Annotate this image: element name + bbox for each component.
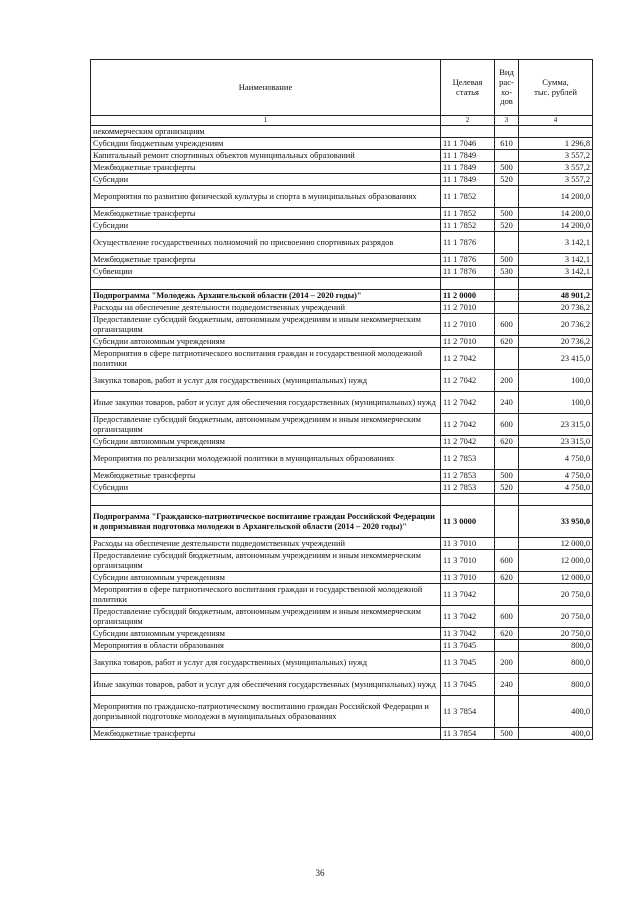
sum-cell: 1 296,8 [519, 138, 593, 150]
sum-cell: 12 000,0 [519, 572, 593, 584]
table-row [91, 126, 593, 138]
target-article-cell: 11 1 7852 [441, 186, 495, 208]
target-article-cell: 11 3 7045 [441, 674, 495, 696]
sum-cell: 4 750,0 [519, 482, 593, 494]
empty-cell [495, 494, 519, 506]
expense-type-cell: 530 [495, 266, 519, 278]
expense-name-cell: Субсидии автономным учреждениям [91, 628, 441, 640]
expense-type-cell [495, 640, 519, 652]
expense-type-cell: 600 [495, 550, 519, 572]
sum-cell: 20 736,2 [519, 336, 593, 348]
page-number: 36 [315, 868, 325, 878]
target-article-cell: 11 1 7876 [441, 254, 495, 266]
target-article-cell: 11 3 7010 [441, 538, 495, 550]
expense-name-cell: Иные закупки товаров, работ и услуг для обеспечения государственных (муниципальных) нужд [91, 392, 441, 414]
target-article-cell: 11 2 7853 [441, 470, 495, 482]
sum-cell: 3 557,2 [519, 162, 593, 174]
expense-name-cell: Расходы на обеспечение деятельности подведомственных учреждений [91, 302, 441, 314]
expense-type-cell [495, 448, 519, 470]
sum-cell: 20 750,0 [519, 606, 593, 628]
expense-name-cell: Субсидии [91, 220, 441, 232]
expense-name-cell: Субсидии [91, 174, 441, 186]
sum-cell: 20 750,0 [519, 628, 593, 640]
sum-cell: 3 557,2 [519, 150, 593, 162]
sum-cell: 800,0 [519, 652, 593, 674]
target-article-cell: 11 1 7852 [441, 208, 495, 220]
column-number-row [91, 116, 593, 126]
sum-cell: 14 200,0 [519, 208, 593, 220]
sum-cell: 20 750,0 [519, 584, 593, 606]
table-row [91, 538, 593, 550]
table-row [91, 652, 593, 674]
target-article-cell: 11 1 7849 [441, 174, 495, 186]
expense-type-cell [495, 186, 519, 208]
expense-type-cell [495, 126, 519, 138]
table-row [91, 572, 593, 584]
table-row [91, 606, 593, 628]
expense-name-cell: Субсидии автономным учреждениям [91, 436, 441, 448]
table-row [91, 628, 593, 640]
target-article-cell: 11 1 7876 [441, 266, 495, 278]
expense-type-cell: 500 [495, 162, 519, 174]
sum-cell: 400,0 [519, 728, 593, 740]
expense-type-cell: 620 [495, 436, 519, 448]
budget-table [90, 59, 593, 740]
expense-type-cell [495, 150, 519, 162]
sum-cell: 23 315,0 [519, 436, 593, 448]
expense-name-cell: Осуществление государственных полномочий по присвоению спортивных разрядов [91, 232, 441, 254]
sum-cell: 400,0 [519, 696, 593, 728]
sum-cell: 20 736,2 [519, 302, 593, 314]
expense-type-cell [495, 302, 519, 314]
table-row [91, 220, 593, 232]
expense-type-cell: 200 [495, 370, 519, 392]
sum-cell: 12 000,0 [519, 538, 593, 550]
table-row [91, 482, 593, 494]
expense-type-cell: 610 [495, 138, 519, 150]
expense-name-cell: Межбюджетные трансферты [91, 162, 441, 174]
target-article-cell: 11 3 7854 [441, 728, 495, 740]
target-article-cell: 11 3 7010 [441, 550, 495, 572]
expense-type-cell: 240 [495, 392, 519, 414]
target-article-cell: 11 2 0000 [441, 290, 495, 302]
expense-type-cell: 500 [495, 208, 519, 220]
subprogram-row [91, 290, 593, 302]
target-article-cell: 11 3 7042 [441, 606, 495, 628]
sum-cell: 4 750,0 [519, 470, 593, 482]
column-header-sum: Сумма, тыс. рублей [519, 60, 593, 116]
sum-cell: 33 950,0 [519, 506, 593, 538]
table-header-row [91, 60, 593, 116]
expense-name-cell: Предоставление субсидий бюджетным, автономным учреждениям и иным некоммерческим организациям [91, 314, 441, 336]
expense-name-cell: Субсидии автономным учреждениям [91, 572, 441, 584]
table-row [91, 392, 593, 414]
sum-cell: 800,0 [519, 674, 593, 696]
expense-type-cell [495, 290, 519, 302]
target-article-cell: 11 2 7010 [441, 336, 495, 348]
expense-name-cell: Субвенции [91, 266, 441, 278]
sum-cell: 23 315,0 [519, 414, 593, 436]
sum-cell: 23 415,0 [519, 348, 593, 370]
target-article-cell [441, 126, 495, 138]
sum-cell: 100,0 [519, 370, 593, 392]
empty-cell [441, 494, 495, 506]
target-article-cell: 11 2 7010 [441, 314, 495, 336]
expense-name-cell: Предоставление субсидий бюджетным, автономным учреждениям и иным некоммерческим организациям [91, 606, 441, 628]
column-header-expense-type: Вид рас- хо- дов [495, 60, 519, 116]
table-row [91, 470, 593, 482]
table-row [91, 208, 593, 220]
column-number: 3 [495, 116, 519, 126]
target-article-cell: 11 2 7042 [441, 348, 495, 370]
expense-type-cell: 600 [495, 606, 519, 628]
expense-name-cell: Мероприятия в области образования [91, 640, 441, 652]
target-article-cell: 11 2 7010 [441, 302, 495, 314]
column-number: 4 [519, 116, 593, 126]
empty-cell [495, 278, 519, 290]
expense-type-cell: 520 [495, 220, 519, 232]
expense-type-cell: 520 [495, 174, 519, 186]
table-row [91, 370, 593, 392]
expense-type-cell [495, 696, 519, 728]
target-article-cell: 11 2 7042 [441, 370, 495, 392]
target-article-cell: 11 1 7046 [441, 138, 495, 150]
expense-type-cell [495, 232, 519, 254]
table-row [91, 232, 593, 254]
expense-name-cell: Межбюджетные трансферты [91, 254, 441, 266]
sum-cell [519, 126, 593, 138]
column-number: 2 [441, 116, 495, 126]
expense-name-cell: Иные закупки товаров, работ и услуг для обеспечения государственных (муниципальных) нужд [91, 674, 441, 696]
table-row [91, 348, 593, 370]
table-row [91, 314, 593, 336]
expense-name-cell: Субсидии [91, 482, 441, 494]
sum-cell: 14 200,0 [519, 186, 593, 208]
table-row [91, 174, 593, 186]
blank-row [91, 278, 593, 290]
target-article-cell: 11 3 7045 [441, 640, 495, 652]
target-article-cell: 11 3 7045 [441, 652, 495, 674]
table-row [91, 696, 593, 728]
sum-cell: 100,0 [519, 392, 593, 414]
sum-cell: 20 736,2 [519, 314, 593, 336]
table-row [91, 550, 593, 572]
target-article-cell: 11 2 7042 [441, 436, 495, 448]
expense-type-cell: 500 [495, 254, 519, 266]
sum-cell: 48 901,2 [519, 290, 593, 302]
sum-cell: 14 200,0 [519, 220, 593, 232]
target-article-cell: 11 3 7042 [441, 584, 495, 606]
table-row [91, 138, 593, 150]
expense-name-cell: Предоставление субсидий бюджетным, автономным учреждениям и иным некоммерческим организациям [91, 414, 441, 436]
expense-name-cell: Подпрограмма "Гражданско-патриотическое воспитание граждан Российской Федерации и допризывная подготовка молодежи в Архангельской области (2014 – 2020 годы)" [91, 506, 441, 538]
table-row [91, 414, 593, 436]
empty-cell [91, 278, 441, 290]
target-article-cell: 11 2 7042 [441, 392, 495, 414]
table-row [91, 728, 593, 740]
expense-type-cell: 620 [495, 628, 519, 640]
expense-name-cell: Мероприятия по реализации молодежной политики в муниципальных образованиях [91, 448, 441, 470]
expense-name-cell: Межбюджетные трансферты [91, 208, 441, 220]
target-article-cell: 11 1 7852 [441, 220, 495, 232]
column-header-name: Наименование [91, 60, 441, 116]
table-row [91, 448, 593, 470]
table-row [91, 150, 593, 162]
expense-type-cell: 600 [495, 414, 519, 436]
expense-name-cell: Мероприятия в сфере патриотического воспитания граждан и государственной молодежной политики [91, 584, 441, 606]
empty-cell [441, 278, 495, 290]
table-row [91, 186, 593, 208]
table-row [91, 436, 593, 448]
expense-type-cell: 600 [495, 314, 519, 336]
expense-type-cell: 240 [495, 674, 519, 696]
expense-name-cell: некоммерческим организациям [91, 126, 441, 138]
empty-cell [519, 494, 593, 506]
sum-cell: 4 750,0 [519, 448, 593, 470]
table-row [91, 584, 593, 606]
empty-cell [91, 494, 441, 506]
target-article-cell: 11 2 7853 [441, 482, 495, 494]
target-article-cell: 11 1 7849 [441, 162, 495, 174]
sum-cell: 3 142,1 [519, 254, 593, 266]
expense-type-cell: 500 [495, 470, 519, 482]
expense-type-cell [495, 538, 519, 550]
expense-type-cell [495, 584, 519, 606]
expense-name-cell: Мероприятия по гражданско-патриотическому воспитанию граждан Российской Федерации и допризывной подготовке молодежи в муниципальных образованиях [91, 696, 441, 728]
expense-name-cell: Субсидии бюджетным учреждениям [91, 138, 441, 150]
column-number: 1 [91, 116, 441, 126]
table-row [91, 266, 593, 278]
sum-cell: 3 142,1 [519, 232, 593, 254]
empty-cell [519, 278, 593, 290]
target-article-cell: 11 3 0000 [441, 506, 495, 538]
table-row [91, 640, 593, 652]
expense-name-cell: Капитальный ремонт спортивных объектов муниципальных образований [91, 150, 441, 162]
sum-cell: 800,0 [519, 640, 593, 652]
target-article-cell: 11 3 7854 [441, 696, 495, 728]
sum-cell: 3 557,2 [519, 174, 593, 186]
sum-cell: 3 142,1 [519, 266, 593, 278]
expense-name-cell: Закупка товаров, работ и услуг для государственных (муниципальных) нужд [91, 370, 441, 392]
target-article-cell: 11 3 7010 [441, 572, 495, 584]
table-row [91, 162, 593, 174]
expense-name-cell: Расходы на обеспечение деятельности подведомственных учреждений [91, 538, 441, 550]
expense-name-cell: Межбюджетные трансферты [91, 470, 441, 482]
target-article-cell: 11 1 7849 [441, 150, 495, 162]
expense-name-cell: Межбюджетные трансферты [91, 728, 441, 740]
table-body [91, 126, 593, 740]
expense-type-cell: 620 [495, 336, 519, 348]
expense-type-cell [495, 348, 519, 370]
expense-name-cell: Мероприятия в сфере патриотического воспитания граждан и государственной молодежной политики [91, 348, 441, 370]
sum-cell: 12 000,0 [519, 550, 593, 572]
table-row [91, 674, 593, 696]
target-article-cell: 11 2 7853 [441, 448, 495, 470]
expense-type-cell [495, 506, 519, 538]
target-article-cell: 11 1 7876 [441, 232, 495, 254]
expense-name-cell: Предоставление субсидий бюджетным, автономным учреждениям и иным некоммерческим организациям [91, 550, 441, 572]
blank-row [91, 494, 593, 506]
table-row [91, 302, 593, 314]
subprogram-row [91, 506, 593, 538]
table-row [91, 336, 593, 348]
table-row [91, 254, 593, 266]
expense-type-cell: 620 [495, 572, 519, 584]
target-article-cell: 11 2 7042 [441, 414, 495, 436]
expense-type-cell: 500 [495, 728, 519, 740]
expense-type-cell: 520 [495, 482, 519, 494]
expense-name-cell: Подпрограмма "Молодежь Архангельской области (2014 – 2020 годы)" [91, 290, 441, 302]
target-article-cell: 11 3 7042 [441, 628, 495, 640]
column-header-target: Целевая статья [441, 60, 495, 116]
expense-name-cell: Субсидии автономным учреждениям [91, 336, 441, 348]
expense-name-cell: Мероприятия по развитию физической культуры и спорта в муниципальных образованиях [91, 186, 441, 208]
expense-type-cell: 200 [495, 652, 519, 674]
expense-name-cell: Закупка товаров, работ и услуг для государственных (муниципальных) нужд [91, 652, 441, 674]
